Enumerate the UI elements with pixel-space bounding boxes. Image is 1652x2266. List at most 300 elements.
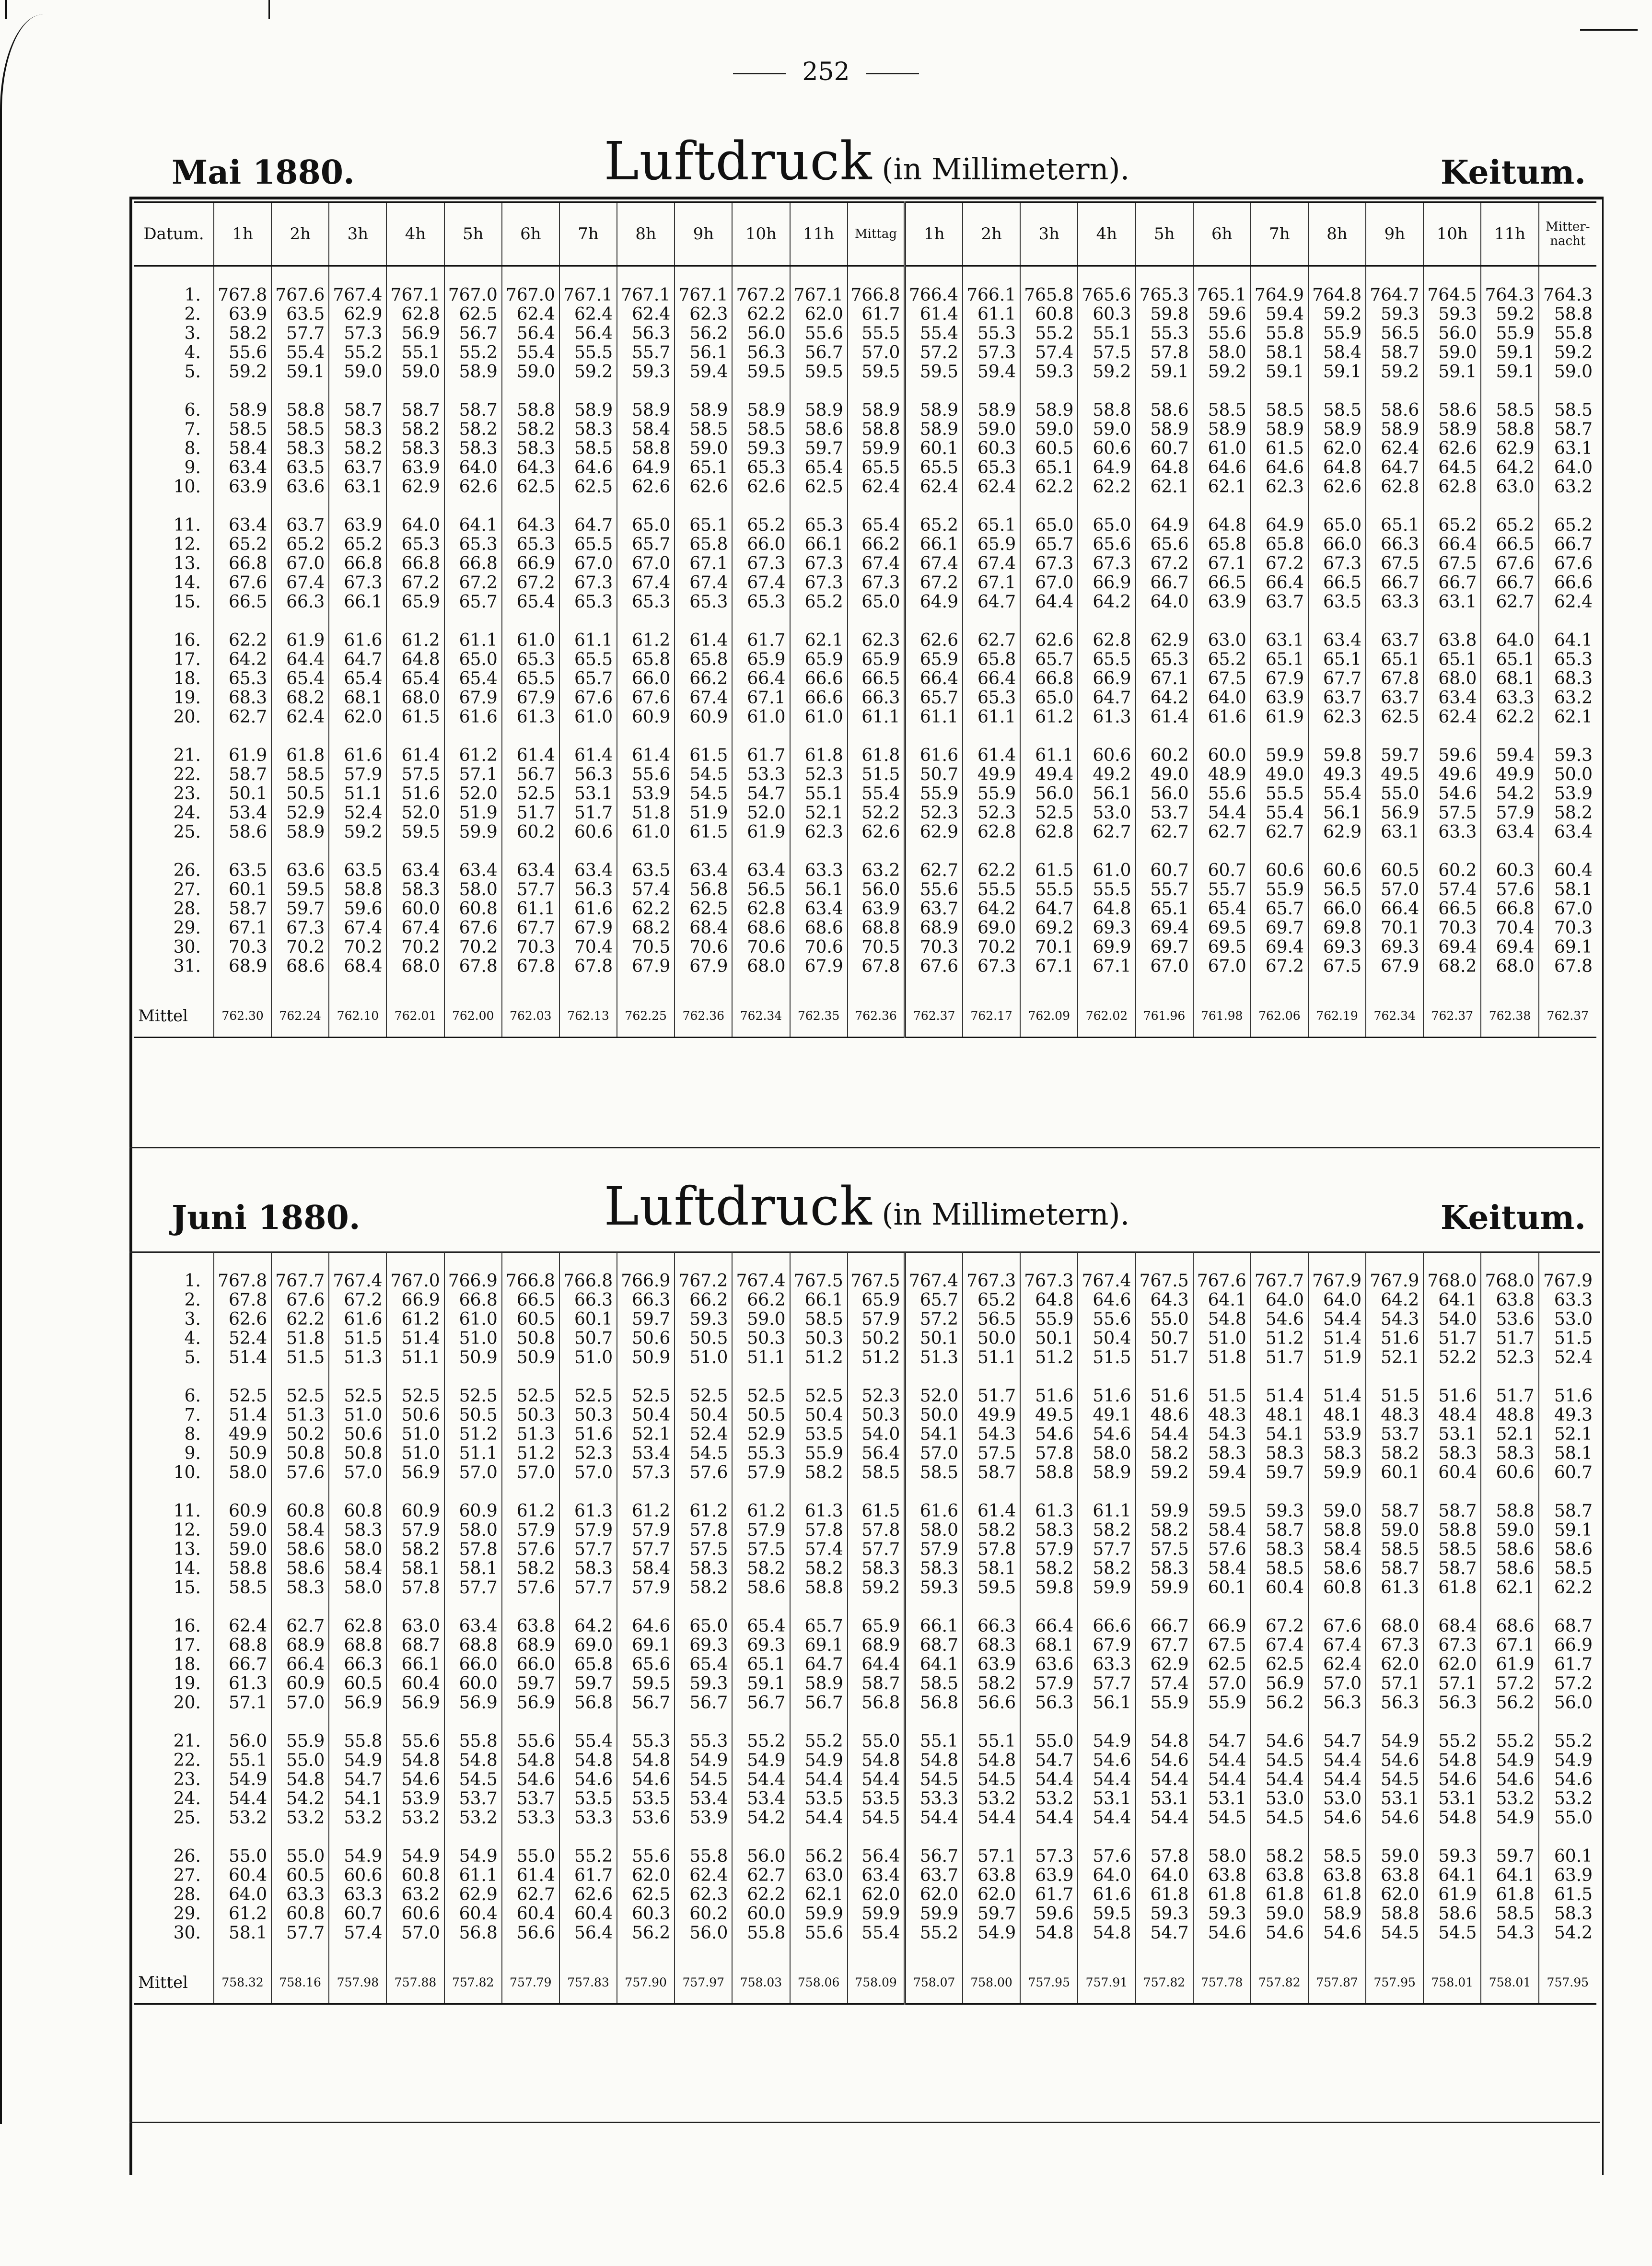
value-cell: 65.3 <box>675 593 732 612</box>
value-cell: 65.4 <box>848 516 905 535</box>
value-cell: 68.2 <box>271 689 329 708</box>
day-cell: 23. <box>173 784 201 804</box>
value-cell: 53.1 <box>1136 1789 1193 1809</box>
value-cell: 53.0 <box>1308 1789 1366 1809</box>
value-cell: 57.5 <box>732 1540 790 1559</box>
value-cell: 58.9 <box>1193 420 1251 439</box>
value-cell: 70.3 <box>905 938 963 957</box>
value-cell: 65.1 <box>1481 650 1538 669</box>
value-cell: 65.0 <box>1020 689 1078 708</box>
value-cell: 54.8 <box>1020 1924 1078 1943</box>
value-cell: 62.7 <box>1078 823 1135 842</box>
value-cell: 62.4 <box>559 305 617 324</box>
value-cell: 54.4 <box>214 1789 271 1809</box>
table-row <box>134 957 1596 976</box>
value-cell: 59.9 <box>444 823 502 842</box>
value-cell: 61.4 <box>963 746 1020 765</box>
table-row <box>134 1387 1596 1406</box>
value-cell: 56.7 <box>732 1694 790 1713</box>
value-cell: 55.9 <box>790 1444 848 1463</box>
value-cell: 64.2 <box>1136 689 1193 708</box>
value-cell: 51.1 <box>329 784 386 804</box>
value-cell: 767.7 <box>1251 1272 1308 1291</box>
value-cell: 68.6 <box>271 957 329 976</box>
value-cell: 59.3 <box>1423 1847 1481 1866</box>
value-cell: 65.2 <box>1193 650 1251 669</box>
value-cell: 60.1 <box>1366 1463 1423 1483</box>
value-cell: 51.2 <box>848 1348 905 1367</box>
value-cell: 58.2 <box>963 1674 1020 1694</box>
value-cell: 70.2 <box>271 938 329 957</box>
value-cell: 60.4 <box>386 1674 444 1694</box>
value-cell: 69.4 <box>1136 919 1193 938</box>
value-cell: 54.9 <box>214 1770 271 1789</box>
table-row <box>134 861 1596 880</box>
value-cell: 61.6 <box>444 708 502 727</box>
day-cell: 16. <box>173 631 201 650</box>
value-cell: 59.7 <box>963 1904 1020 1924</box>
value-cell: 65.9 <box>732 650 790 669</box>
value-cell: 51.5 <box>271 1348 329 1367</box>
value-cell: 58.9 <box>1423 420 1481 439</box>
value-cell: 68.9 <box>848 1636 905 1655</box>
value-cell: 51.8 <box>271 1329 329 1348</box>
value-cell: 57.7 <box>1078 1540 1135 1559</box>
day-cell: 2. <box>184 304 201 324</box>
value-cell: 54.3 <box>963 1425 1020 1444</box>
value-cell: 62.0 <box>848 1885 905 1904</box>
value-cell: 56.0 <box>675 1924 732 1943</box>
value-cell: 58.8 <box>1020 1463 1078 1483</box>
value-cell: 68.6 <box>790 919 848 938</box>
value-cell: 58.8 <box>214 1559 271 1578</box>
value-cell: 67.4 <box>1308 1636 1366 1655</box>
value-cell: 61.8 <box>271 746 329 765</box>
value-cell: 65.7 <box>444 593 502 612</box>
value-cell: 61.6 <box>559 899 617 919</box>
value-cell: 66.0 <box>1308 899 1366 919</box>
value-cell: 69.3 <box>1308 938 1366 957</box>
value-cell: 66.2 <box>848 535 905 554</box>
value-cell: 56.0 <box>732 1847 790 1866</box>
value-cell: 63.8 <box>1193 1866 1251 1885</box>
value-cell: 57.9 <box>848 1310 905 1329</box>
table-row <box>134 516 1596 535</box>
value-cell: 61.1 <box>559 631 617 650</box>
value-cell: 768.0 <box>1481 1272 1538 1291</box>
value-cell: 58.3 <box>502 439 559 458</box>
value-cell: 61.4 <box>905 305 963 324</box>
value-cell: 62.7 <box>732 1866 790 1885</box>
value-cell: 61.3 <box>1020 1502 1078 1521</box>
value-cell: 59.3 <box>675 1674 732 1694</box>
value-cell: 58.2 <box>790 1559 848 1578</box>
value-cell: 58.9 <box>790 1674 848 1694</box>
value-cell: 58.2 <box>1078 1559 1135 1578</box>
value-cell: 61.3 <box>790 1502 848 1521</box>
day-cell: 17. <box>173 1635 201 1655</box>
value-cell: 62.1 <box>1136 478 1193 497</box>
spacer-row <box>134 842 1596 861</box>
value-cell: 65.5 <box>502 669 559 689</box>
value-cell: 59.1 <box>271 362 329 382</box>
value-cell: 58.1 <box>1539 880 1596 899</box>
value-cell: 62.6 <box>1423 439 1481 458</box>
value-cell: 62.6 <box>444 478 502 497</box>
spacer-row <box>134 1943 1596 1962</box>
value-cell: 59.3 <box>1193 1904 1251 1924</box>
value-cell: 59.8 <box>1020 1578 1078 1598</box>
day-cell: 21. <box>173 746 201 765</box>
value-cell: 54.4 <box>790 1809 848 1828</box>
value-cell: 63.9 <box>1193 593 1251 612</box>
value-cell: 61.1 <box>502 899 559 919</box>
value-cell: 59.2 <box>848 1578 905 1598</box>
value-cell: 58.2 <box>386 1540 444 1559</box>
value-cell: 56.9 <box>386 1694 444 1713</box>
value-cell: 50.8 <box>329 1444 386 1463</box>
value-cell: 67.7 <box>1308 669 1366 689</box>
table-row <box>134 1521 1596 1540</box>
value-cell: 56.3 <box>617 324 675 343</box>
value-cell: 58.3 <box>329 420 386 439</box>
value-cell: 54.6 <box>1078 1751 1135 1770</box>
value-cell: 66.0 <box>617 669 675 689</box>
value-cell: 54.6 <box>386 1770 444 1789</box>
value-cell: 61.1 <box>444 1866 502 1885</box>
value-cell: 51.1 <box>963 1348 1020 1367</box>
value-cell: 56.7 <box>905 1847 963 1866</box>
value-cell: 56.2 <box>1481 1694 1538 1713</box>
header-hour: 4h <box>386 202 444 266</box>
spacer-row <box>134 612 1596 631</box>
value-cell: 58.4 <box>1308 343 1366 362</box>
value-cell: 59.9 <box>848 1904 905 1924</box>
value-cell: 58.0 <box>444 1521 502 1540</box>
value-cell: 50.7 <box>1136 1329 1193 1348</box>
value-cell: 64.7 <box>559 516 617 535</box>
corner-mark <box>0 0 7 19</box>
table-row <box>134 1444 1596 1463</box>
header-hour: 1h <box>214 202 271 266</box>
value-cell: 48.1 <box>1251 1406 1308 1425</box>
value-cell: 70.5 <box>848 938 905 957</box>
value-cell: 65.4 <box>732 1617 790 1636</box>
mittel-value: 762.34 <box>1366 995 1423 1038</box>
table-row <box>134 765 1596 784</box>
day-cell: 23. <box>173 1770 201 1789</box>
value-cell: 65.1 <box>1020 458 1078 478</box>
value-cell: 67.2 <box>329 1291 386 1310</box>
value-cell: 67.0 <box>1539 899 1596 919</box>
value-cell: 57.8 <box>444 1540 502 1559</box>
value-cell: 65.7 <box>790 1617 848 1636</box>
value-cell: 67.6 <box>617 689 675 708</box>
value-cell: 65.9 <box>848 1291 905 1310</box>
value-cell: 59.6 <box>1423 746 1481 765</box>
value-cell: 57.5 <box>963 1444 1020 1463</box>
value-cell: 55.7 <box>1193 880 1251 899</box>
value-cell: 64.2 <box>1481 458 1538 478</box>
value-cell: 54.5 <box>1366 1924 1423 1943</box>
value-cell: 767.1 <box>790 286 848 305</box>
value-cell: 58.5 <box>1423 1540 1481 1559</box>
value-cell: 56.2 <box>617 1924 675 1943</box>
value-cell: 65.5 <box>1078 650 1135 669</box>
day-cell: 19. <box>173 1674 201 1694</box>
value-cell: 58.2 <box>1251 1847 1308 1866</box>
value-cell: 64.7 <box>329 650 386 669</box>
table-row <box>134 746 1596 765</box>
header-hour: 3h <box>329 202 386 266</box>
value-cell: 66.4 <box>732 669 790 689</box>
value-cell: 67.3 <box>559 573 617 593</box>
value-cell: 52.3 <box>848 1387 905 1406</box>
value-cell: 69.2 <box>1020 919 1078 938</box>
value-cell: 67.4 <box>963 554 1020 573</box>
value-cell: 49.0 <box>1251 765 1308 784</box>
value-cell: 58.7 <box>1423 1502 1481 1521</box>
value-cell: 66.7 <box>1366 573 1423 593</box>
value-cell: 50.5 <box>675 1329 732 1348</box>
value-cell: 59.5 <box>848 362 905 382</box>
value-cell: 59.2 <box>1366 362 1423 382</box>
value-cell: 52.5 <box>790 1387 848 1406</box>
value-cell: 59.3 <box>1423 305 1481 324</box>
value-cell: 70.6 <box>732 938 790 957</box>
value-cell: 58.8 <box>1366 1904 1423 1924</box>
value-cell: 54.9 <box>675 1751 732 1770</box>
value-cell: 66.6 <box>790 669 848 689</box>
value-cell: 60.8 <box>271 1502 329 1521</box>
value-cell: 64.2 <box>214 650 271 669</box>
value-cell: 58.9 <box>214 401 271 420</box>
mittel-value: 762.25 <box>617 995 675 1038</box>
value-cell: 63.3 <box>1423 823 1481 842</box>
value-cell: 52.5 <box>502 784 559 804</box>
value-cell: 66.3 <box>848 689 905 708</box>
value-cell: 52.5 <box>732 1387 790 1406</box>
value-cell: 50.8 <box>502 1329 559 1348</box>
value-cell: 52.5 <box>617 1387 675 1406</box>
value-cell: 66.3 <box>1366 535 1423 554</box>
value-cell: 57.7 <box>1078 1674 1135 1694</box>
day-cell: 30. <box>173 1923 201 1943</box>
value-cell: 64.7 <box>1366 458 1423 478</box>
value-cell: 66.3 <box>271 593 329 612</box>
value-cell: 69.4 <box>1251 938 1308 957</box>
value-cell: 50.6 <box>386 1406 444 1425</box>
value-cell: 58.2 <box>1136 1444 1193 1463</box>
value-cell: 64.4 <box>1020 593 1078 612</box>
value-cell: 64.9 <box>905 593 963 612</box>
value-cell: 54.6 <box>1193 1924 1251 1943</box>
value-cell: 58.9 <box>1136 420 1193 439</box>
table-row <box>134 880 1596 899</box>
table-row <box>134 535 1596 554</box>
day-cell: 18. <box>173 669 201 689</box>
value-cell: 60.4 <box>444 1904 502 1924</box>
value-cell: 61.2 <box>675 1502 732 1521</box>
value-cell: 52.5 <box>675 1387 732 1406</box>
table-row <box>134 1694 1596 1713</box>
value-cell: 61.9 <box>732 823 790 842</box>
value-cell: 55.4 <box>271 343 329 362</box>
value-cell: 57.3 <box>963 343 1020 362</box>
value-cell: 68.3 <box>1539 669 1596 689</box>
value-cell: 64.7 <box>1078 689 1135 708</box>
juni-title-unit: (in Millimetern). <box>882 1197 1130 1232</box>
value-cell: 67.3 <box>1366 1636 1423 1655</box>
value-cell: 49.3 <box>1308 765 1366 784</box>
value-cell: 66.4 <box>963 669 1020 689</box>
day-cell: 12. <box>173 1520 201 1540</box>
value-cell: 63.8 <box>1481 1291 1538 1310</box>
value-cell: 51.2 <box>1020 1348 1078 1367</box>
value-cell: 54.0 <box>848 1425 905 1444</box>
value-cell: 59.6 <box>1020 1904 1078 1924</box>
value-cell: 57.5 <box>1136 1540 1193 1559</box>
value-cell: 59.7 <box>502 1674 559 1694</box>
value-cell: 56.7 <box>790 343 848 362</box>
value-cell: 54.9 <box>790 1751 848 1770</box>
value-cell: 62.6 <box>675 478 732 497</box>
value-cell: 65.3 <box>502 535 559 554</box>
mittel-value: 757.97 <box>675 1962 732 2004</box>
value-cell: 54.9 <box>1366 1732 1423 1751</box>
value-cell: 67.4 <box>675 573 732 593</box>
value-cell: 51.6 <box>559 1425 617 1444</box>
value-cell: 62.2 <box>732 1885 790 1904</box>
value-cell: 56.0 <box>732 324 790 343</box>
value-cell: 65.1 <box>1251 650 1308 669</box>
value-cell: 56.8 <box>905 1694 963 1713</box>
day-cell: 12. <box>173 535 201 554</box>
value-cell: 56.9 <box>386 1463 444 1483</box>
value-cell: 56.4 <box>848 1847 905 1866</box>
value-cell: 51.5 <box>1366 1387 1423 1406</box>
value-cell: 54.1 <box>329 1789 386 1809</box>
day-cell: 10. <box>173 477 201 497</box>
value-cell: 58.0 <box>329 1540 386 1559</box>
value-cell: 51.2 <box>502 1444 559 1463</box>
value-cell: 66.4 <box>1020 1617 1078 1636</box>
value-cell: 50.3 <box>502 1406 559 1425</box>
value-cell: 54.8 <box>271 1770 329 1789</box>
value-cell: 66.6 <box>1539 573 1596 593</box>
value-cell: 51.5 <box>1193 1387 1251 1406</box>
value-cell: 56.0 <box>1539 1694 1596 1713</box>
value-cell: 59.2 <box>1539 343 1596 362</box>
value-cell: 61.1 <box>1020 746 1078 765</box>
value-cell: 62.4 <box>675 1866 732 1885</box>
value-cell: 50.3 <box>559 1406 617 1425</box>
value-cell: 65.1 <box>1366 650 1423 669</box>
value-cell: 58.7 <box>1423 1559 1481 1578</box>
value-cell: 69.7 <box>1136 938 1193 957</box>
value-cell: 62.0 <box>617 1866 675 1885</box>
value-cell: 65.4 <box>329 669 386 689</box>
value-cell: 63.4 <box>1423 689 1481 708</box>
value-cell: 54.6 <box>1136 1751 1193 1770</box>
value-cell: 67.3 <box>732 554 790 573</box>
value-cell: 61.4 <box>617 746 675 765</box>
value-cell: 62.7 <box>1251 823 1308 842</box>
value-cell: 54.6 <box>1366 1751 1423 1770</box>
value-cell: 54.8 <box>1423 1809 1481 1828</box>
value-cell: 65.8 <box>617 650 675 669</box>
value-cell: 69.3 <box>1366 938 1423 957</box>
value-cell: 56.1 <box>790 880 848 899</box>
value-cell: 54.6 <box>1251 1924 1308 1943</box>
value-cell: 54.5 <box>444 1770 502 1789</box>
value-cell: 67.2 <box>502 573 559 593</box>
value-cell: 62.4 <box>905 478 963 497</box>
value-cell: 63.3 <box>1366 593 1423 612</box>
value-cell: 51.4 <box>1308 1387 1366 1406</box>
value-cell: 56.3 <box>1308 1694 1366 1713</box>
value-cell: 59.7 <box>1366 746 1423 765</box>
value-cell: 52.1 <box>790 804 848 823</box>
value-cell: 53.9 <box>1308 1425 1366 1444</box>
value-cell: 67.0 <box>1193 957 1251 976</box>
value-cell: 58.0 <box>905 1521 963 1540</box>
value-cell: 56.6 <box>502 1924 559 1943</box>
value-cell: 54.1 <box>1251 1425 1308 1444</box>
value-cell: 57.2 <box>905 343 963 362</box>
value-cell: 54.6 <box>1251 1310 1308 1329</box>
value-cell: 67.1 <box>1136 669 1193 689</box>
mittel-value: 757.82 <box>1251 1962 1308 2004</box>
mittel-value: 757.88 <box>386 1962 444 2004</box>
value-cell: 62.9 <box>1308 823 1366 842</box>
value-cell: 55.1 <box>905 1732 963 1751</box>
value-cell: 54.8 <box>1423 1751 1481 1770</box>
value-cell: 65.3 <box>214 669 271 689</box>
value-cell: 48.4 <box>1423 1406 1481 1425</box>
value-cell: 66.7 <box>1136 573 1193 593</box>
value-cell: 59.5 <box>732 362 790 382</box>
header-hour: 1h <box>905 202 963 266</box>
value-cell: 62.1 <box>1539 708 1596 727</box>
value-cell: 65.2 <box>963 1291 1020 1310</box>
value-cell: 59.4 <box>1193 1463 1251 1483</box>
value-cell: 58.6 <box>1366 401 1423 420</box>
value-cell: 57.0 <box>502 1463 559 1483</box>
value-cell: 67.5 <box>1193 1636 1251 1655</box>
value-cell: 60.4 <box>1539 861 1596 880</box>
value-cell: 66.9 <box>1539 1636 1596 1655</box>
value-cell: 57.8 <box>1020 1444 1078 1463</box>
value-cell: 52.5 <box>444 1387 502 1406</box>
may-table-title <box>133 130 1600 192</box>
day-cell: 26. <box>173 1846 201 1866</box>
value-cell: 61.9 <box>1251 708 1308 727</box>
table-row <box>134 1406 1596 1425</box>
value-cell: 767.9 <box>1539 1272 1596 1291</box>
value-cell: 767.8 <box>214 286 271 305</box>
value-cell: 53.1 <box>1366 1789 1423 1809</box>
value-cell: 66.5 <box>848 669 905 689</box>
value-cell: 64.7 <box>1020 899 1078 919</box>
value-cell: 68.8 <box>329 1636 386 1655</box>
day-cell: 13. <box>173 1540 201 1559</box>
value-cell: 56.3 <box>732 343 790 362</box>
value-cell: 53.4 <box>732 1789 790 1809</box>
value-cell: 63.3 <box>329 1885 386 1904</box>
value-cell: 70.3 <box>502 938 559 957</box>
value-cell: 50.0 <box>1539 765 1596 784</box>
